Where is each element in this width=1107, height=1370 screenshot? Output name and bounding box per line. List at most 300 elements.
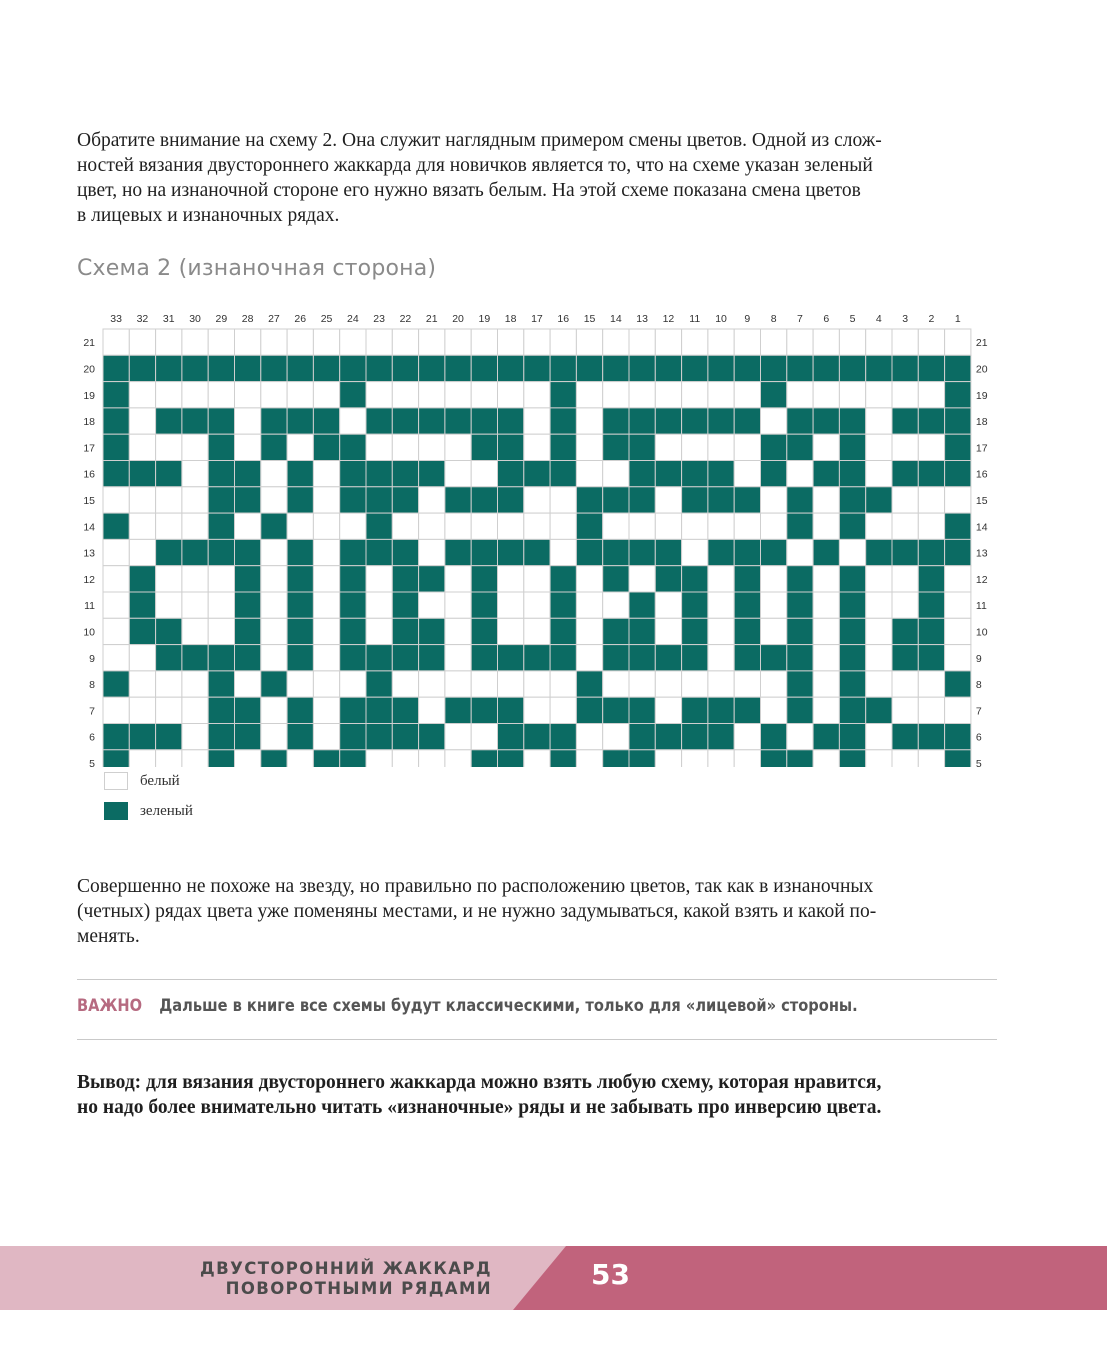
chart-cell-green: [392, 645, 418, 671]
chart-cell-green: [603, 566, 629, 592]
chart-cell-green: [603, 618, 629, 644]
chart-cell-white: [208, 566, 234, 592]
chart-cell-green: [103, 355, 129, 381]
chart-cell-white: [471, 671, 497, 697]
chart-cell-white: [445, 434, 471, 460]
chart-cell-white: [445, 513, 471, 539]
chart-cell-green: [340, 539, 366, 565]
section-title-line: ПОВОРОТНЫМИ РЯДАМИ: [225, 1279, 492, 1298]
chart-cell-white: [839, 539, 865, 565]
chart-cell-green: [208, 671, 234, 697]
column-number-top: 11: [689, 313, 701, 325]
chart-cell-white: [524, 592, 550, 618]
chart-cell-white: [629, 671, 655, 697]
chart-cell-green: [340, 382, 366, 408]
row-number-right: 6: [975, 731, 982, 744]
chart-cell-green: [787, 513, 813, 539]
chart-cell-green: [208, 724, 234, 750]
chart-cell-white: [392, 750, 418, 767]
chart-cell-white: [340, 329, 366, 355]
chart-cell-green: [918, 566, 944, 592]
chart-cell-white: [524, 408, 550, 434]
chart-cell-green: [892, 645, 918, 671]
chart-cell-white: [655, 750, 681, 767]
outro-paragraph: [77, 874, 997, 949]
chart-cell-white: [103, 487, 129, 513]
chart-cell-white: [366, 618, 392, 644]
chart-cell-white: [787, 724, 813, 750]
chart-cell-green: [498, 408, 524, 434]
chart-cell-white: [261, 697, 287, 723]
chart-cell-green: [392, 697, 418, 723]
chart-cell-white: [129, 487, 155, 513]
chart-cell-white: [182, 750, 208, 767]
chart-cell-white: [945, 592, 971, 618]
chart-cell-green: [682, 355, 708, 381]
chart-cell-white: [261, 329, 287, 355]
chart-cell-green: [761, 750, 787, 767]
chart-cell-white: [918, 329, 944, 355]
chart-cell-white: [129, 382, 155, 408]
chart-cell-white: [866, 513, 892, 539]
column-number-top: 12: [662, 313, 675, 325]
chart-cell-white: [603, 513, 629, 539]
chart-cell-green: [471, 487, 497, 513]
chart-cell-white: [208, 618, 234, 644]
chart-cell-white: [655, 329, 681, 355]
chart-cell-green: [682, 618, 708, 644]
chart-cell-green: [208, 539, 234, 565]
chart-cell-white: [708, 434, 734, 460]
chart-cell-white: [471, 382, 497, 408]
chart-cell-green: [839, 487, 865, 513]
chart-cell-green: [419, 408, 445, 434]
section-title-line: ДВУСТОРОННИЙ ЖАККАРД: [200, 1259, 492, 1278]
chart-cell-white: [576, 408, 602, 434]
chart-cell-white: [235, 408, 261, 434]
chart-cell-white: [419, 487, 445, 513]
row-number-right: 8: [975, 679, 982, 692]
chart-cell-green: [103, 750, 129, 767]
chart-cell-white: [129, 697, 155, 723]
chart-cell-green: [129, 618, 155, 644]
chart-cell-green: [576, 487, 602, 513]
chart-cell-green: [392, 461, 418, 487]
chart-cell-green: [340, 645, 366, 671]
chart-cell-white: [392, 671, 418, 697]
chart-cell-green: [550, 408, 576, 434]
column-number-top: 7: [797, 313, 803, 325]
chart-cell-green: [156, 539, 182, 565]
chart-cell-white: [182, 513, 208, 539]
chart-cell-green: [156, 408, 182, 434]
chart-cell-green: [103, 434, 129, 460]
column-number-top: 1: [954, 313, 961, 325]
row-number-right: 5: [975, 757, 982, 767]
chart-cell-green: [734, 645, 760, 671]
chart-cell-white: [787, 461, 813, 487]
chart-cell-white: [655, 487, 681, 513]
chart-cell-green: [839, 513, 865, 539]
chart-cell-green: [471, 566, 497, 592]
chart-cell-green: [550, 724, 576, 750]
chart-cell-green: [892, 461, 918, 487]
chart-cell-green: [708, 487, 734, 513]
chart-cell-white: [734, 513, 760, 539]
column-number-top: 32: [136, 313, 149, 325]
chart-cell-green: [945, 750, 971, 767]
chart-cell-green: [498, 724, 524, 750]
chart-cell-green: [235, 355, 261, 381]
chart-cell-white: [629, 329, 655, 355]
chart-cell-green: [655, 461, 681, 487]
chart-cell-white: [761, 513, 787, 539]
conclusion-line: Вывод: для вязания двустороннего жаккарда можно взять любую схему, которая нравится,: [77, 1072, 882, 1093]
chart-cell-white: [655, 434, 681, 460]
chart-cell-green: [682, 592, 708, 618]
chart-cell-white: [734, 671, 760, 697]
chart-cell-green: [892, 408, 918, 434]
chart-cell-white: [813, 382, 839, 408]
chart-cell-green: [235, 645, 261, 671]
chart-cell-white: [313, 382, 339, 408]
chart-cell-white: [945, 618, 971, 644]
chart-cell-green: [603, 355, 629, 381]
chart-cell-green: [366, 539, 392, 565]
chart-cell-green: [945, 724, 971, 750]
chart-cell-white: [866, 592, 892, 618]
chart-cell-green: [419, 618, 445, 644]
chart-cell-green: [287, 697, 313, 723]
chart-cell-white: [892, 750, 918, 767]
chart-cell-white: [182, 697, 208, 723]
chart-cell-white: [576, 618, 602, 644]
chart-cell-green: [576, 671, 602, 697]
chart-cell-white: [892, 671, 918, 697]
important-note: [77, 996, 858, 1016]
chart-cell-green: [156, 355, 182, 381]
row-number-left: 17: [83, 442, 95, 455]
chart-cell-white: [734, 461, 760, 487]
chart-cell-white: [708, 513, 734, 539]
chart-cell-green: [761, 461, 787, 487]
chart-cell-green: [787, 750, 813, 767]
chart-cell-green: [235, 487, 261, 513]
chart-cell-green: [182, 539, 208, 565]
chart-cell-green: [129, 592, 155, 618]
chart-cell-green: [445, 487, 471, 513]
chart-cell-green: [787, 618, 813, 644]
chart-cell-white: [103, 618, 129, 644]
chart-cell-green: [340, 355, 366, 381]
chart-cell-white: [287, 750, 313, 767]
chart-cell-white: [945, 487, 971, 513]
chart-cell-white: [208, 382, 234, 408]
chart-cell-white: [524, 697, 550, 723]
chart-cell-green: [392, 355, 418, 381]
chart-cell-green: [603, 697, 629, 723]
chart-cell-white: [103, 539, 129, 565]
column-number-top: 24: [347, 313, 359, 325]
chart-cell-white: [156, 750, 182, 767]
row-number-left: 15: [83, 494, 95, 507]
chart-cell-white: [787, 539, 813, 565]
chart-cell-white: [945, 645, 971, 671]
chart-cell-green: [682, 487, 708, 513]
chart-cell-white: [655, 382, 681, 408]
chart-cell-white: [419, 697, 445, 723]
chart-cell-white: [182, 724, 208, 750]
chart-cell-white: [945, 697, 971, 723]
chart-cell-white: [313, 697, 339, 723]
chart-cell-white: [366, 382, 392, 408]
chart-cell-green: [103, 671, 129, 697]
chart-cell-white: [524, 671, 550, 697]
chart-cell-white: [813, 618, 839, 644]
outro-line: Совершенно не похоже на звезду, но правильно по расположению цветов, так как в изнаночных: [77, 876, 874, 897]
chart-cell-green: [366, 645, 392, 671]
chart-cell-white: [498, 566, 524, 592]
chart-cell-green: [156, 461, 182, 487]
chart-cell-white: [576, 592, 602, 618]
intro-line: в лицевых и изнаночных рядах.: [77, 205, 340, 226]
chart-cell-green: [287, 618, 313, 644]
chart-cell-white: [708, 566, 734, 592]
chart-cell-green: [682, 724, 708, 750]
chart-cell-white: [129, 408, 155, 434]
chart-cell-green: [787, 592, 813, 618]
chart-cell-green: [471, 750, 497, 767]
chart-cell-green: [629, 434, 655, 460]
chart-cell-green: [103, 513, 129, 539]
chart-cell-green: [498, 461, 524, 487]
chart-cell-green: [182, 645, 208, 671]
chart-cell-green: [866, 487, 892, 513]
chart-cell-white: [629, 382, 655, 408]
chart-cell-white: [235, 329, 261, 355]
chart-cell-green: [471, 697, 497, 723]
column-number-top: 31: [162, 313, 175, 325]
chart-cell-green: [392, 618, 418, 644]
chart-cell-green: [103, 461, 129, 487]
chart-cell-green: [761, 645, 787, 671]
chart-cell-white: [866, 408, 892, 434]
intro-line: цвет, но на изнаночной стороне его нужно вязать белым. На этой схеме показана смена цветов: [77, 180, 861, 201]
chart-cell-green: [761, 434, 787, 460]
chart-cell-white: [576, 750, 602, 767]
chart-cell-green: [813, 408, 839, 434]
chart-cell-white: [182, 382, 208, 408]
chart-cell-white: [945, 566, 971, 592]
chart-cell-white: [682, 513, 708, 539]
chart-cell-white: [813, 697, 839, 723]
chart-cell-green: [261, 671, 287, 697]
column-number-top: 20: [452, 313, 464, 325]
chart-cell-green: [287, 645, 313, 671]
chart-cell-green: [498, 539, 524, 565]
legend-label-green: зеленый: [140, 802, 193, 819]
chart-cell-green: [603, 750, 629, 767]
chart-cell-green: [208, 355, 234, 381]
chart-cell-white: [129, 671, 155, 697]
chart-cell-green: [313, 750, 339, 767]
chart-cell-green: [392, 487, 418, 513]
chart-cell-green: [261, 434, 287, 460]
chart-cell-green: [129, 355, 155, 381]
chart-cell-green: [892, 355, 918, 381]
chart-cell-white: [182, 671, 208, 697]
chart-cell-green: [156, 724, 182, 750]
chart-cell-white: [498, 329, 524, 355]
chart-cell-green: [945, 382, 971, 408]
chart-cell-green: [708, 697, 734, 723]
chart-cell-white: [103, 592, 129, 618]
chart-cell-white: [340, 513, 366, 539]
chart-cell-white: [419, 671, 445, 697]
column-number-top: 29: [215, 313, 228, 325]
chart-cell-green: [918, 724, 944, 750]
section-title: [200, 1259, 492, 1299]
note-tag: ВАЖНО: [77, 996, 143, 1016]
chart-cell-green: [918, 539, 944, 565]
column-number-top: 17: [531, 313, 543, 325]
chart-cell-white: [708, 750, 734, 767]
chart-cell-green: [945, 461, 971, 487]
row-number-left: 19: [83, 389, 95, 402]
chart-cell-white: [445, 566, 471, 592]
chart-cell-green: [471, 618, 497, 644]
chart-cell-white: [182, 434, 208, 460]
chart-cell-green: [103, 382, 129, 408]
chart-cell-green: [498, 645, 524, 671]
chart-cell-white: [892, 513, 918, 539]
row-number-left: 5: [89, 757, 95, 767]
row-number-right: 13: [975, 547, 988, 560]
chart-cell-white: [445, 724, 471, 750]
chart-cell-green: [918, 408, 944, 434]
chart-cell-white: [813, 566, 839, 592]
chart-cell-green: [235, 724, 261, 750]
chart-cell-green: [340, 618, 366, 644]
column-number-top: 2: [928, 313, 935, 325]
chart-cell-white: [313, 566, 339, 592]
chart-cell-white: [629, 513, 655, 539]
chart-cell-green: [235, 566, 261, 592]
chart-cell-white: [866, 645, 892, 671]
row-number-right: 21: [975, 337, 988, 350]
chart-cell-green: [682, 645, 708, 671]
chart-cell-green: [287, 355, 313, 381]
chart-cell-white: [892, 329, 918, 355]
divider-top: [77, 979, 997, 980]
chart-cell-white: [734, 382, 760, 408]
chart-cell-green: [471, 408, 497, 434]
chart-cell-green: [392, 408, 418, 434]
chart-cell-white: [366, 592, 392, 618]
chart-cell-green: [655, 408, 681, 434]
chart-cell-green: [945, 434, 971, 460]
chart-cell-green: [734, 487, 760, 513]
row-number-right: 20: [975, 363, 988, 376]
chart-cell-white: [734, 434, 760, 460]
row-number-right: 10: [975, 626, 988, 639]
chart-cell-green: [629, 461, 655, 487]
chart-cell-green: [208, 645, 234, 671]
chart-cell-green: [129, 566, 155, 592]
chart-cell-white: [156, 382, 182, 408]
row-number-right: 19: [975, 389, 988, 402]
conclusion-paragraph: [77, 1070, 997, 1120]
chart-cell-green: [524, 355, 550, 381]
chart-cell-green: [603, 539, 629, 565]
chart-cell-white: [892, 592, 918, 618]
chart-cell-white: [708, 592, 734, 618]
chart-cell-green: [629, 539, 655, 565]
chart-cell-white: [892, 697, 918, 723]
chart-cell-white: [682, 671, 708, 697]
chart-cell-white: [471, 513, 497, 539]
chart-cell-white: [761, 487, 787, 513]
chart-cell-white: [524, 382, 550, 408]
chart-cell-white: [392, 513, 418, 539]
chart-cell-green: [287, 461, 313, 487]
chart-cell-white: [866, 671, 892, 697]
chart-cell-green: [340, 592, 366, 618]
column-number-top: 16: [557, 313, 570, 325]
column-number-top: 27: [268, 313, 280, 325]
chart-cell-white: [787, 329, 813, 355]
legend-item-white: [104, 772, 180, 790]
chart-cell-green: [103, 724, 129, 750]
chart-cell-green: [550, 461, 576, 487]
chart-cell-white: [445, 592, 471, 618]
chart-cell-white: [366, 750, 392, 767]
chart-cell-white: [287, 513, 313, 539]
chart-cell-green: [550, 618, 576, 644]
chart-cell-white: [419, 750, 445, 767]
chart-cell-white: [419, 539, 445, 565]
chart-cell-white: [524, 750, 550, 767]
chart-cell-green: [603, 645, 629, 671]
chart-cell-green: [734, 566, 760, 592]
chart-cell-white: [761, 592, 787, 618]
chart-cell-green: [419, 724, 445, 750]
chart-cell-green: [366, 697, 392, 723]
chart-cell-white: [261, 618, 287, 644]
chart-cell-green: [734, 355, 760, 381]
chart-cell-green: [708, 355, 734, 381]
chart-cell-green: [313, 408, 339, 434]
chart-cell-white: [445, 671, 471, 697]
chart-cell-green: [787, 566, 813, 592]
chart-cell-white: [129, 434, 155, 460]
chart-cell-green: [340, 461, 366, 487]
chart-cell-white: [655, 671, 681, 697]
chart-cell-white: [392, 434, 418, 460]
chart-cell-white: [576, 566, 602, 592]
chart-cell-white: [603, 382, 629, 408]
chart-cell-green: [708, 461, 734, 487]
chart-cell-white: [682, 434, 708, 460]
row-number-right: 15: [975, 494, 988, 507]
knitting-chart: [75, 305, 1005, 767]
chart-cell-green: [839, 355, 865, 381]
row-number-left: 9: [89, 652, 95, 665]
chart-cell-green: [787, 645, 813, 671]
chart-cell-green: [208, 750, 234, 767]
chart-cell-white: [235, 434, 261, 460]
chart-cell-green: [287, 487, 313, 513]
